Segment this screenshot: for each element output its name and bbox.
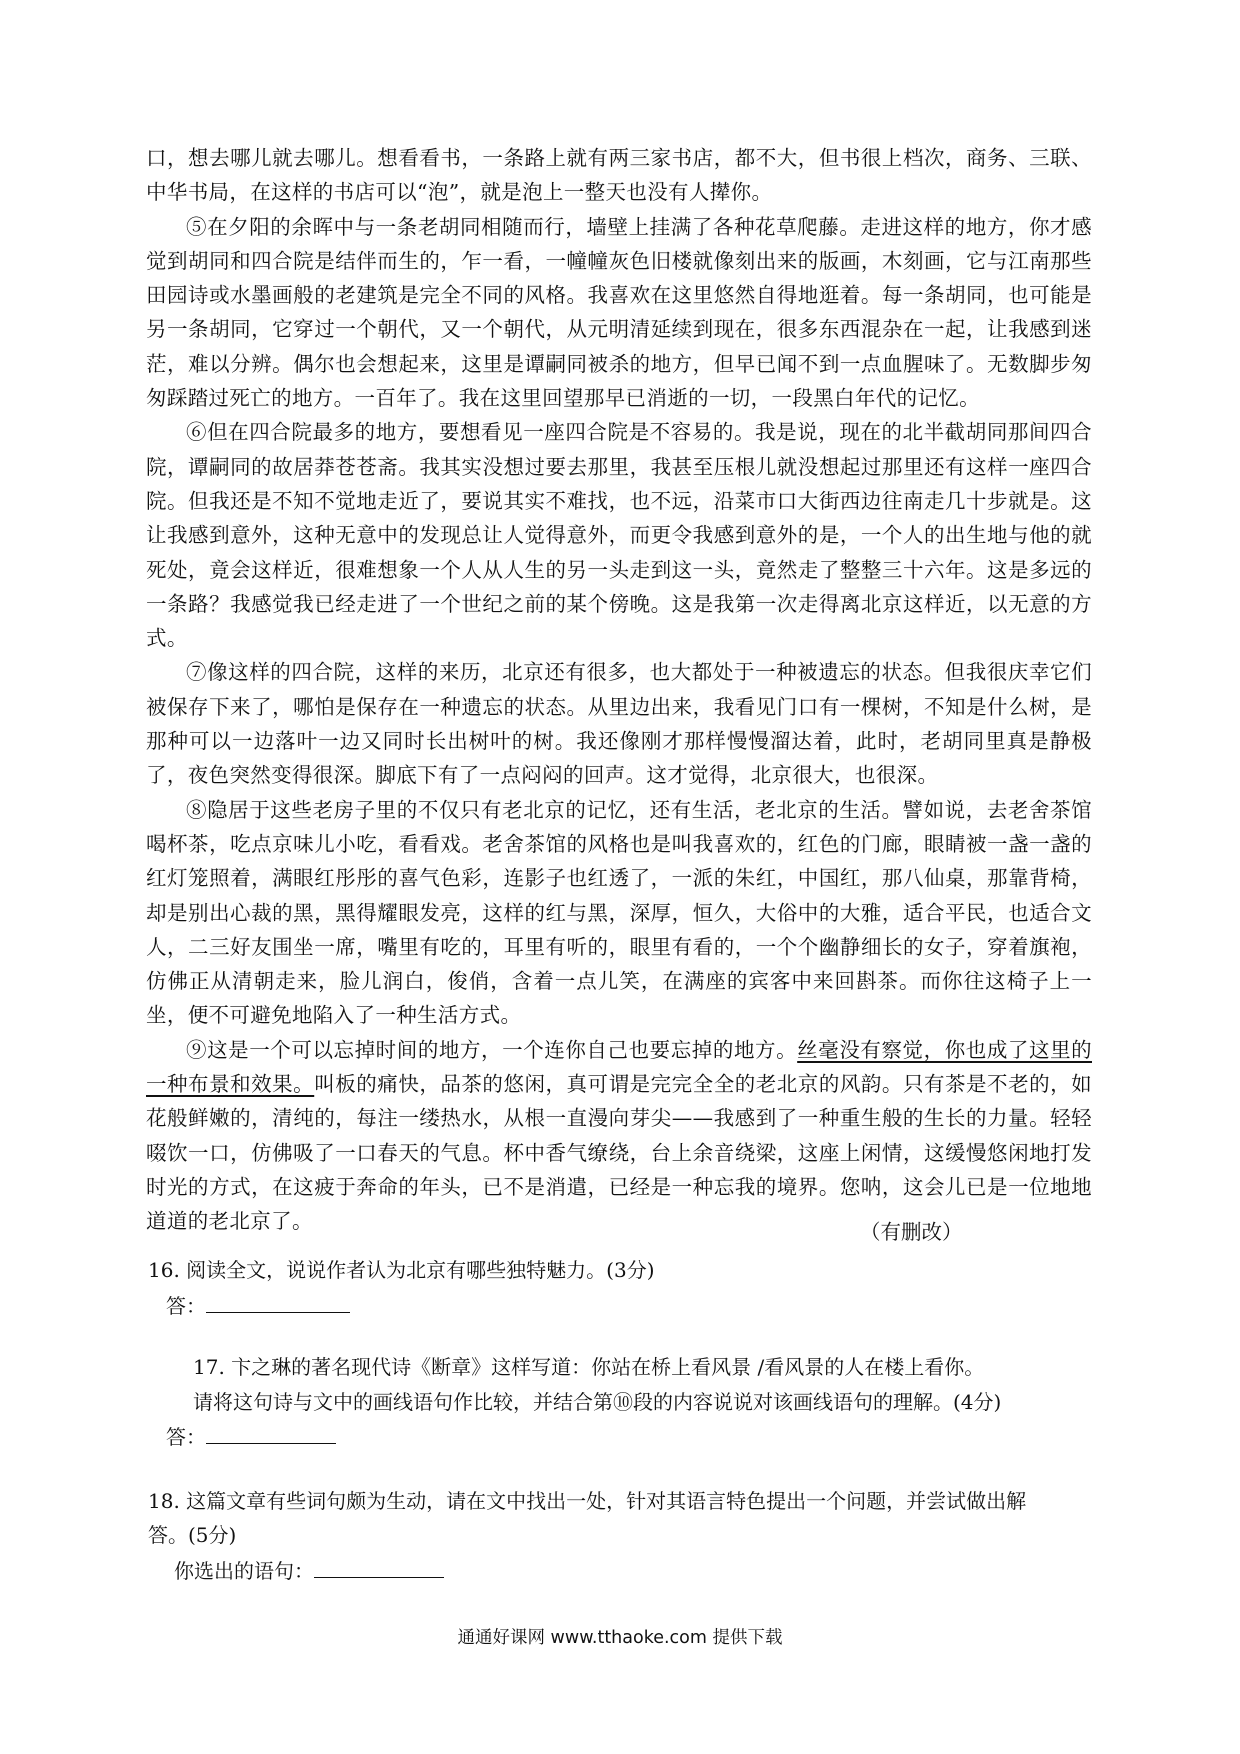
reading-passage <box>146 141 1092 1239</box>
question-18-line-2: 答。(5分) <box>148 1523 237 1547</box>
answer-label: 你选出的语句： <box>174 1559 314 1583</box>
paragraph-5: ⑤在夕阳的余晖中与一条老胡同相随而行，墙壁上挂满了各种花草爬藤。走进这样的地方，你才感觉到胡同和四合院是结伴而生的，乍一看，一幢幢灰色旧楼就像刻出来的版画，木刻画，它与江南那些田园诗或水墨画般的老建筑是完全不同的风格。我喜欢在这里悠然自得地逛着。每一条胡同，也可能是另一条胡同，它穿过一个朝代，又一个朝代，从元明清延续到现在，很多东西混杂在一起，让我感到迷茫，难以分辨。偶尔也会想起来，这里是谭嗣同被杀的地方，但早已闻不到一点血腥味了。无数脚步匆匆踩踏过死亡的地方。一百年了。我在这里回望那早已消逝的一切，一段黑白年代的记忆。 <box>146 214 1092 411</box>
answer-blank[interactable] <box>206 1290 350 1313</box>
paragraph-8: ⑧隐居于这些老房子里的不仅只有老北京的记忆，还有生活，老北京的生活。譬如说，去老舍茶馆喝杯茶，吃点京味儿小吃，看看戏。老舍茶馆的风格也是叫我喜欢的，红色的门廊，眼睛被一盏一盏的红灯笼照着，满眼红彤彤的喜气色彩，连影子也红透了，一派的朱红，中国红，那八仙桌，那靠背椅，却是别出心裁的黑，黑得耀眼发亮，这样的红与黑，深厚，恒久，大俗中的大雅，适合平民，也适合文人，二三好友围坐一席，嘴里有吃的，耳里有听的，眼里有看的，一个个幽静细长的女子，穿着旗袍，仿佛正从清朝走来，脸儿润白，俊俏，含着一点儿笑，在满座的宾客中来回斟茶。而你往这椅子上一坐，便不可避免地陷入了一种生活方式。 <box>146 797 1092 1028</box>
answer-blank[interactable] <box>206 1421 336 1444</box>
paragraph-9-rest: 叫板的痛快，品茶的悠闲，真可谓是完完全全的老北京的风韵。只有茶是不老的，如花般鲜嫩的，清纯的，每注一缕热水，从根一直漫向芽尖——我感到了一种重生般的生长的力量。轻轻啜饮一口，仿佛吸了一口春天的气息。杯中香气缭绕，台上余音绕梁，这座上闲情，这缓慢悠闲地打发时光的方式，在这疲于奔命的年头，已不是消遣，已经是一种忘我的境界。您呐，这会儿已是一位地地道道的老北京了。 <box>146 1072 1092 1234</box>
answer-label: 答： <box>166 1425 206 1449</box>
question-17-line-1: 17. 卞之琳的著名现代诗《断章》这样写道：你站在桥上看风景 /看风景的人在楼上看你。 <box>193 1355 985 1379</box>
question-17-line-2: 请将这句诗与文中的画线语句作比较，并结合第⑩段的内容说说对该画线语句的理解。(4分) <box>193 1390 1002 1414</box>
paragraph-7: ⑦像这样的四合院，这样的来历，北京还有很多，也大都处于一种被遗忘的状态。但我很庆幸它们被保存下来了，哪怕是保存在一种遗忘的状态。从里边出来，我看见门口有一棵树，不知是什么树，是那种可以一边落叶一边又同时长出树叶的树。我还像刚才那样慢慢溜达着，此时，老胡同里真是静极了，夜色突然变得很深。脚底下有了一点闷闷的回声。这才觉得，北京很大，也很深。 <box>146 660 1092 788</box>
abridged-note: （有删改） <box>860 1220 963 1244</box>
footer-watermark: 通通好课网 www.tthaoke.com 提供下载 <box>457 1628 783 1648</box>
question-18-answer <box>174 1555 444 1586</box>
question-16-answer <box>166 1290 350 1321</box>
underlined-sentence: 丝毫没有察觉，你也成了这里的一种布景和效果。 <box>146 1037 1092 1097</box>
paragraph-continued: 口，想去哪儿就去哪儿。想看看书，一条路上就有两三家书店，都不大，但书很上档次，商务、三联、中华书局，在这样的书店可以“泡”，就是泡上一整天也没有人撵你。 <box>146 146 1092 205</box>
paragraph-9-lead: ⑨这是一个可以忘掉时间的地方，一个连你自己也要忘掉的地方。 <box>186 1037 798 1062</box>
question-16: 16. 阅读全文，说说作者认为北京有哪些独特魅力。(3分) <box>148 1258 655 1282</box>
answer-blank[interactable] <box>314 1555 444 1578</box>
paragraph-6: ⑥但在四合院最多的地方，要想看见一座四合院是不容易的。我是说，现在的北半截胡同那间四合院，谭嗣同的故居莽苍苍斋。我其实没想过要去那里，我甚至压根儿就没想起过那里还有这样一座四合院。但我还是不知不觉地走近了，要说其实不难找，也不远，沿菜市口大街西边往南走几十步就是。这让我感到意外，这种无意中的发现总让人觉得意外，而更令我感到意外的是，一个人的出生地与他的就死处，竟会这样近，很难想象一个人从人生的另一头走到这一头，竟然走了整整三十六年。这是多远的一条路？我感觉我已经走进了一个世纪之前的某个傍晚。这是我第一次走得离北京这样近，以无意的方式。 <box>146 420 1092 651</box>
question-18-line-1: 18. 这篇文章有些词句颇为生动，请在文中找出一处，针对其语言特色提出一个问题，并尝试做出解 <box>148 1489 1027 1513</box>
paragraph-9 <box>146 1033 1092 1239</box>
answer-label: 答： <box>166 1294 206 1318</box>
question-17-answer <box>166 1421 336 1452</box>
